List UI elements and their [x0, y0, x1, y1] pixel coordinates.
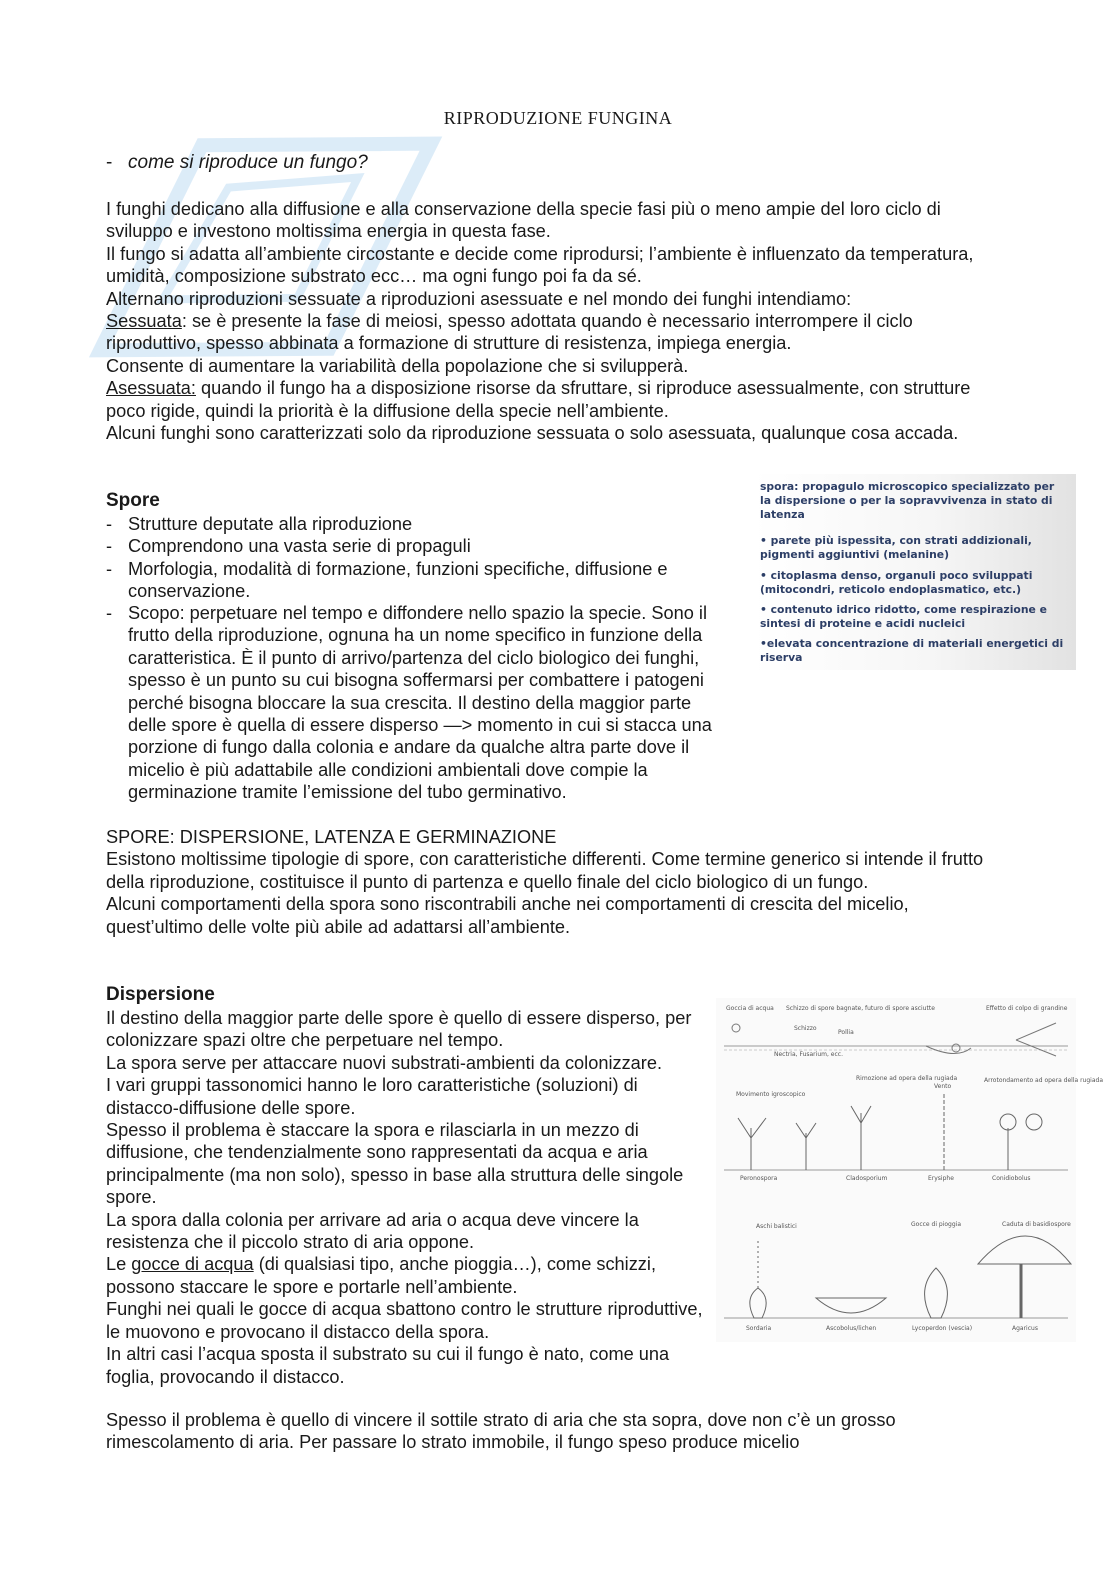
text-fragment: (di qualsiasi tipo, anche pioggia…), come schizzi, possono staccare le spore e portarle nell’ambiente.	[106, 1254, 656, 1297]
sessuata-label: Sessuata	[106, 311, 182, 332]
document-title: RIPRODUZIONE FUNGINA	[443, 108, 673, 128]
infobox-item: • parete più ispessita, con strati addizionali, pigmenti aggiuntivi (melanine)	[760, 534, 1032, 561]
figure-label: Erysiphe	[928, 1175, 954, 1182]
sessuata-paragraph-2: Consente di aumentare la variabilità della popolazione che si svilupperà.	[106, 355, 689, 376]
question-line: - come si riproduce un fungo?	[106, 152, 368, 173]
dispersione-wide	[106, 1409, 986, 1454]
spore-scope-text: Scopo: perpetuare nel tempo e diffondere nello spazio la specie. Sono il frutto della riproduzione, ognuna ha un nome specifico in funzione della caratteristica. È il punto di arrivo/partenza del ciclo biologico dei funghi, spesso è un punto su cui bisogna soffermarsi per combattere i patogeni perché bisogna bloccare la sua crescita. Il destino della maggior parte delle spore è quella di essere disperso —> momento in cui si stacca una porzione di fungo dalla colonia e andare da qualche altra parte dove il micelio è più adattabile alle condizioni ambientali dove compie la germinazione tramite l’emissione del tubo germinativo.	[128, 603, 712, 803]
dispersione-narrow	[106, 1007, 706, 1388]
infobox-item: •elevata concentrazione di materiali energetici di riserva	[760, 637, 1064, 664]
figure-label: Caduta di basidiospore	[1002, 1221, 1071, 1228]
paragraph: In altri casi l’acqua sposta il substrato su cui il fungo è nato, come una foglia, provocando il distacco.	[106, 1344, 670, 1387]
spore-heading: Spore	[106, 490, 160, 511]
figure-label: Conidiobolus	[992, 1175, 1031, 1182]
paragraph	[106, 1253, 706, 1298]
intro-paragraph: I funghi dedicano alla diffusione e alla conservazione della specie fasi più o meno ampie del loro ciclo di sviluppo e investono moltissima energia in questa fase.	[106, 199, 941, 242]
figure-label: Vento	[934, 1083, 952, 1090]
paragraph: La spora dalla colonia per arrivare ad aria o acqua deve vincere la resistenza che il piccolo strato di aria oppone.	[106, 1209, 639, 1253]
figure-label: Schizzo	[794, 1025, 817, 1032]
figure-label: Agaricus	[1012, 1325, 1038, 1332]
figure-label: Goccia di acqua	[726, 1005, 774, 1012]
figure-label: Sordaria	[746, 1325, 772, 1332]
dispersal-figure	[716, 998, 1103, 1342]
section-paragraph: Alcuni comportamenti della spora sono riscontrabili anche nei comportamenti di crescita del micelio, quest’ultimo delle volte più abile ad adattarsi all’ambiente.	[106, 894, 909, 937]
figure-label: Cladosporium	[846, 1175, 888, 1182]
section-heading: SPORE: DISPERSIONE, LATENZA E GERMINAZIONE	[106, 827, 557, 847]
figure-label: Rimozione ad opera della rugiada	[856, 1075, 958, 1082]
figure-label: Effetto di colpo di grandine	[986, 1005, 1068, 1012]
list-item: - Morfologia, modalità di formazione, funzioni specifiche, diffusione e conservazione.	[106, 558, 726, 603]
figure-label: Aschi balistici	[756, 1223, 797, 1230]
sessuata-text: : se è presente la fase di meiosi, spesso adottata quando è necessario interrompere il ciclo riproduttivo, spesso abbinata a formazione di strutture di resistenza, impiega energia.	[106, 311, 913, 354]
list-item: - Comprendono una vasta serie di propaguli	[106, 535, 726, 557]
paragraph: Spesso il problema è staccare la spora e rilasciarla in un mezzo di diffusione, che tendenzialmente sono rappresentati da acqua e aria principalmente (ma non solo), spesso in base alla struttura delle singole spore.	[106, 1120, 684, 1208]
paragraph: La spora serve per attaccare nuovi substrati-ambienti da colonizzare.	[106, 1052, 663, 1073]
figure-label: Arrotondamento ad opera della rugiada	[984, 1077, 1103, 1084]
intro-paragraph: Alternano riproduzioni sessuate a riproduzioni asessuate e nel mondo dei funghi intendiamo:	[106, 288, 852, 309]
intro-section	[106, 198, 1006, 444]
paragraph: Funghi nei quali le gocce di acqua sbattono contro le strutture riproduttive, le muovono e provocano il distacco della spora.	[106, 1299, 703, 1342]
asessuata-label: Asessuata:	[106, 378, 196, 399]
spore-infobox	[754, 474, 1076, 670]
asessuata-text: quando il fungo ha a disposizione risorse da sfruttare, si riproduce asessualmente, con strutture poco rigide, quindi la priorità è la diffusione della specie nell’ambiente.	[106, 378, 971, 421]
infobox-item: • contenuto idrico ridotto, come respirazione e sintesi di proteine e acidi nucleici	[760, 603, 1047, 630]
figure-label: Gocce di pioggia	[911, 1221, 962, 1228]
figure-label: Lycoperdon (vescia)	[912, 1325, 973, 1332]
dispersione-heading: Dispersione	[106, 984, 215, 1005]
paragraph: I vari gruppi tassonomici hanno le loro caratteristiche (soluzioni) di distacco-diffusione delle spore.	[106, 1075, 638, 1118]
list-item: - Strutture deputate alla riproduzione	[106, 513, 726, 535]
figure-label: Ascobolus/lichen	[826, 1325, 877, 1332]
closing-paragraph: Alcuni funghi sono caratterizzati solo da riproduzione sessuata o solo asessuata, qualunque cosa accada.	[106, 423, 959, 444]
spore-dispersione-section	[106, 826, 986, 938]
gocce-link-text: gocce di acqua	[131, 1254, 254, 1275]
infobox-item: • citoplasma denso, organuli poco sviluppati (mitocondri, reticolo endoplasmatico, etc.)	[760, 569, 1033, 596]
text-fragment: Le	[106, 1254, 132, 1275]
figure-label: Peronospora	[740, 1175, 778, 1182]
paragraph: Il destino della maggior parte delle spore è quello di essere disperso, per colonizzare spazi oltre che perpetuare nel tempo.	[106, 1008, 692, 1051]
figure-label: Movimento igroscopico	[736, 1091, 806, 1098]
list-item	[106, 602, 718, 804]
figure-label: Pollia	[838, 1029, 854, 1036]
figure-label: Nectria, Fusarium, ecc.	[774, 1051, 843, 1058]
sessuata-paragraph	[106, 310, 1006, 355]
asessuata-paragraph	[106, 377, 1006, 422]
question-text: come si riproduce un fungo?	[128, 152, 368, 173]
spore-list-short	[106, 513, 726, 603]
section-paragraph: Esistono moltissime tipologie di spore, con caratteristiche differenti. Come termine generico si intende il frutto della riproduzione, costituisce il punto di partenza e quello finale del ciclo biologico di un fungo.	[106, 849, 984, 892]
infobox-definition: spora: propagulo microscopico specializzato per la dispersione o per la sopravvivenza in stato di latenza	[760, 480, 1055, 521]
intro-paragraph: Il fungo si adatta all’ambiente circostante e decide come riprodursi; l’ambiente è influenzato da temperatura, umidità, composizione substrato ecc… ma ogni fungo poi fa da sé.	[106, 243, 974, 287]
paragraph: Spesso il problema è quello di vincere il sottile strato di aria che sta sopra, dove non c’è un grosso rimescolamento di aria. Per passare lo strato immobile, il fungo speso produce micelio	[106, 1410, 896, 1453]
figure-label: Schizzo di spore bagnate, futuro di spore asciutte	[786, 1005, 935, 1012]
